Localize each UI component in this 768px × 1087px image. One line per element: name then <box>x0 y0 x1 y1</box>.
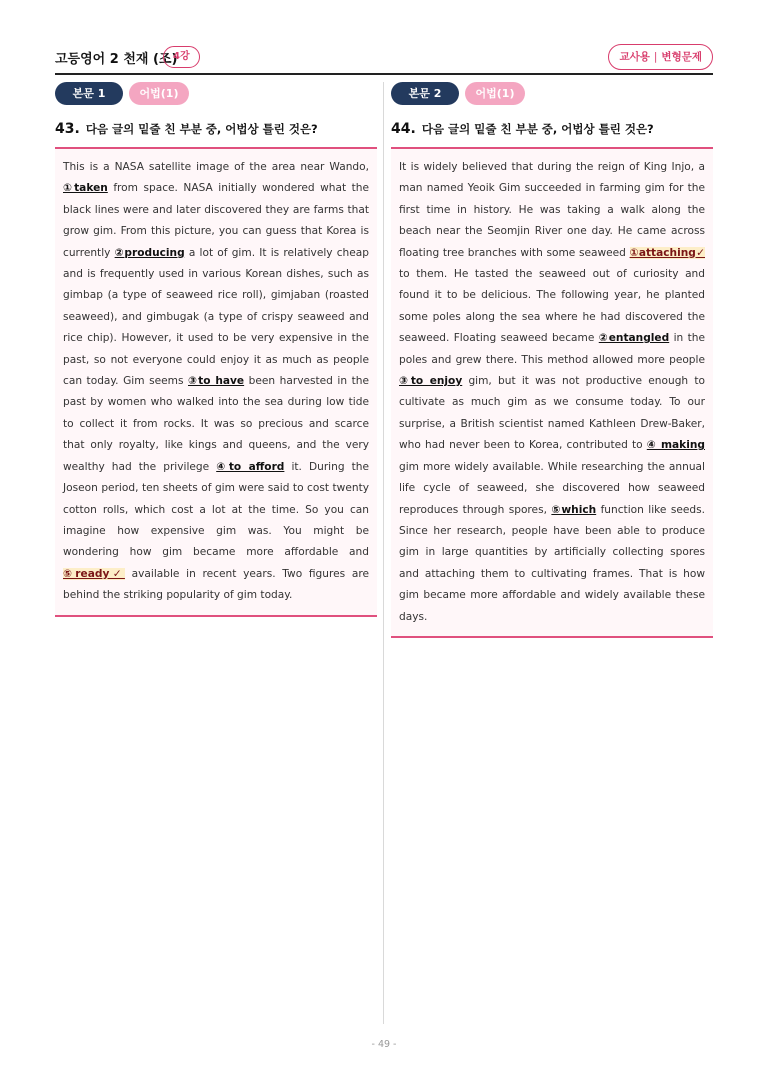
passage-badge: 본문 2 <box>391 82 459 105</box>
underlined-choice: ③to have <box>188 375 245 388</box>
underlined-choice: ④to afford <box>216 460 285 473</box>
type-badge: 어법(1) <box>465 82 525 105</box>
passage-badge: 본문 1 <box>55 82 123 105</box>
bottom-rule <box>55 615 377 617</box>
passage-segment: from space. NASA initially wondered what the black lines were and later discovered they are farms that grow gim. From this picture, you can guess that Korea is currently <box>63 182 370 259</box>
question-text: 다음 글의 밑줄 친 부분 중, 어법상 틀린 것은? <box>421 122 654 136</box>
passage-text <box>391 149 713 636</box>
underlined-choice: ③to enjoy <box>399 375 463 388</box>
underlined-choice: ②producing <box>114 246 185 259</box>
badge-row <box>391 82 713 106</box>
underlined-choice: ②entangled <box>598 332 670 345</box>
passage-segment: to them. He tasted the seaweed out of curiosity and found it to be delicious. The following year, he planted some poles along the sea where he had discovered the seaweed. Floating seaweed became <box>399 268 705 345</box>
passage-segment: gim more widely available. While researching the annual life cycle of seaweed, she discovered how seaweed reproduces through spores, <box>399 460 705 516</box>
passage-segment: available in recent years. Two figures are behind the striking popularity of gim today. <box>63 567 369 602</box>
question-43-column <box>55 82 377 617</box>
passage-segment: It is widely believed that during the reign of King Injo, a man named Yeoik Gim succeeded in farming gim for the first time in history. He was taking a walk along the beach near the Seomjin River one day. He came across floating tree branches with some seaweed <box>399 161 705 259</box>
question-44-column <box>391 82 713 638</box>
question-number: 43. <box>55 121 80 137</box>
bottom-rule <box>391 636 713 638</box>
lesson-badge: 4강 <box>163 46 200 68</box>
edition-type: 변형문제 <box>661 51 702 63</box>
passage-segment: a lot of gim. It is relatively cheap and is frequently used in various Korean dishes, such as gimbap (a type of seaweed rice roll), gimjaban (roasted seaweed), and gimbugak (a type of crispy seaweed and rice chip). However, it used to be very expensive in the past, so not everyone could enjoy it as much as people can today. Gim seems <box>63 246 370 388</box>
passage-segment: This is a NASA satellite image of the area near Wando, <box>63 161 369 173</box>
passage-segment: in the poles and grew there. This method allowed more people <box>399 332 706 366</box>
edition-teacher: 교사용 <box>619 51 650 63</box>
header-rule <box>55 73 713 75</box>
passage-text <box>55 149 377 615</box>
edition-separator: | <box>653 51 658 63</box>
underlined-choice: ⑤ready✓ <box>63 567 125 580</box>
edition-badge <box>608 44 713 70</box>
question-heading <box>391 121 713 141</box>
passage-segment: function like seeds. Since her research, people have been able to produce gim in large quantities by artificially collecting spores and attaching them to cultivating frames. That is how gim became more affordable and widely available these days. <box>399 503 705 623</box>
question-heading <box>55 121 377 141</box>
type-badge: 어법(1) <box>129 82 189 105</box>
underlined-choice: ①taken <box>63 182 108 195</box>
passage-segment: gim, but it was not productive enough to cultivate as much gim as we consume today. To our surprise, a British scientist named Kathleen Drew-Baker, who had never been to Korea, contributed to <box>399 375 705 452</box>
page-number: - 49 - <box>371 1039 397 1050</box>
underlined-choice: ④ making <box>646 439 705 452</box>
underlined-choice: ⑤which <box>551 503 597 516</box>
badge-row <box>55 82 377 106</box>
passage-segment: it. During the Joseon period, ten sheets of gim were said to cost twenty cotton rolls, which cost a lot at the time. So you can imagine how expensive gim was. You might be wondering how gim became more affordable and <box>63 460 369 559</box>
book-title: 고등영어 2 천재 (조) <box>55 52 178 67</box>
page-header <box>55 44 713 72</box>
question-number: 44. <box>391 121 416 137</box>
underlined-choice: ①attaching✓ <box>629 246 705 259</box>
passage-segment: been harvested in the past by women who walked into the sea during low tide to collect it from rocks. It was so precious and scarce that only royalty, like kings and queens, and the very wealthy had the privilege <box>63 375 370 473</box>
column-divider <box>383 82 384 1024</box>
question-text: 다음 글의 밑줄 친 부분 중, 어법상 틀린 것은? <box>85 122 318 136</box>
